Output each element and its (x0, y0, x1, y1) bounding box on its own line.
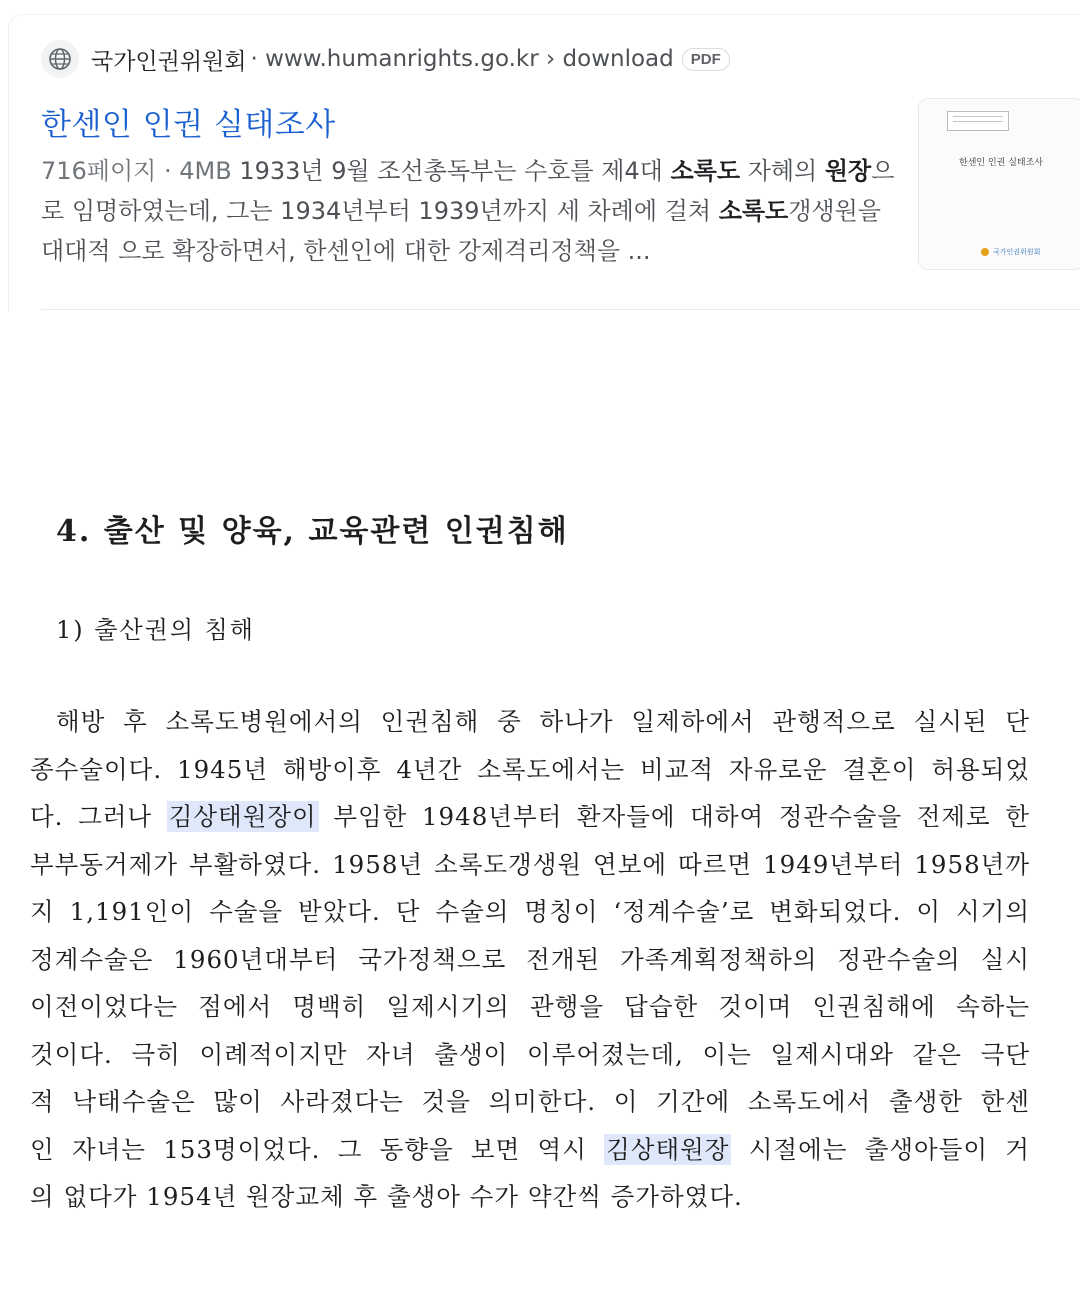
thumbnail-logo-text: 국가인권위원회 (993, 248, 1041, 256)
snippet-keyword: 소록도 (670, 157, 741, 185)
snippet-text: 갱생원을 대대적 으로 확장하면서, 한센인에 대한 강제격리정책을 ... (41, 197, 881, 265)
paragraph-line: 의 없다가 1954년 원장교체 후 출생아 수가 약간씩 증가하였다. (30, 1182, 743, 1211)
paragraph-line: 종수술이다. 1945년 해방이후 4년간 소록도에서는 비교적 자유로운 결혼이 허용되었 (30, 754, 1030, 784)
paragraph-line: 정계수술은 1960년대부터 국가정책으로 전개된 가족계획정책하의 정관수술의 실시 (30, 944, 1030, 974)
result-snippet (41, 151, 901, 271)
paragraph-line: 이전이었다는 점에서 명백히 일제시기의 관행을 답습한 것이며 인권침해에 속하는 (30, 992, 1030, 1021)
highlighted-name: 김상태원장이 (168, 802, 317, 831)
paragraph-line: 해방 후 소록도병원에서의 인권침해 중 하나가 일제하에서 관행적으로 실시된 단 (56, 707, 1030, 736)
thumbnail-logo (981, 247, 1040, 257)
paragraph-line: 부부동거제가 부활하였다. 1958년 소록도갱생원 연보에 따르면 1949년부터 1958년까 (30, 849, 1030, 879)
line-text: 다. 그러나 (30, 802, 167, 831)
result-meta: 716페이지 · 4MB (41, 157, 232, 185)
logo-mark-icon (981, 248, 989, 256)
snippet-keyword: 소록도 (718, 197, 789, 225)
paragraph-line (30, 1126, 1030, 1174)
result-title-link[interactable]: 한센인 인권 실태조사 (41, 107, 336, 143)
section-heading: 4. 출산 및 양육, 교육관련 인권침해 (56, 514, 569, 549)
search-result-card[interactable] (8, 14, 1080, 311)
thumbnail-header-box (947, 111, 1009, 131)
snippet-text: 1933년 9월 조선총독부는 수호를 제4대 (231, 157, 671, 185)
site-url[interactable]: · www.humanrights.go.kr › download (250, 46, 674, 72)
line-text: 부임한 1948년부터 환자들에 대하여 정관수술을 전제로 한 (318, 802, 1031, 831)
result-source[interactable] (41, 39, 730, 79)
document-thumbnail[interactable] (918, 98, 1080, 270)
line-text: 인 자녀는 153명이었다. 그 동향을 보면 역시 (30, 1134, 605, 1164)
paragraph-line (30, 793, 1030, 841)
snippet-keyword: 원장 (824, 157, 872, 185)
site-name: 국가인권위원회 (91, 48, 247, 75)
card-divider (41, 309, 1080, 310)
paragraph-line: 적 낙태수술은 많이 사라졌다는 것을 의미한다. 이 기간에 소록도에서 출생한 한센 (30, 1087, 1030, 1116)
highlighted-name: 김상태원장 (606, 1134, 730, 1164)
subsection-heading: 1) 출산권의 침해 (56, 616, 255, 644)
snippet-text: 으로 임명하였는데, 그는 1934년부터 1939년까지 세 차례에 걸쳐 (41, 157, 895, 225)
line-text: 시절에는 출생아들이 거 (731, 1134, 1030, 1164)
paragraph-line: 지 1,191인이 수술을 받았다. 단 수술의 명칭이 ‘정계수술’로 변화되었다. 이 시기의 (30, 897, 1030, 926)
file-type-badge: PDF (682, 48, 730, 71)
thumbnail-title: 한센인 인권 실태조사 (959, 158, 1043, 168)
snippet-text: 자혜의 (740, 157, 825, 185)
paragraph-line: 것이다. 극히 이례적이지만 자녀 출생이 이루어졌는데, 이는 일제시대와 같은 극단 (30, 1039, 1030, 1069)
body-paragraph (30, 698, 1030, 1221)
globe-icon (41, 40, 79, 78)
